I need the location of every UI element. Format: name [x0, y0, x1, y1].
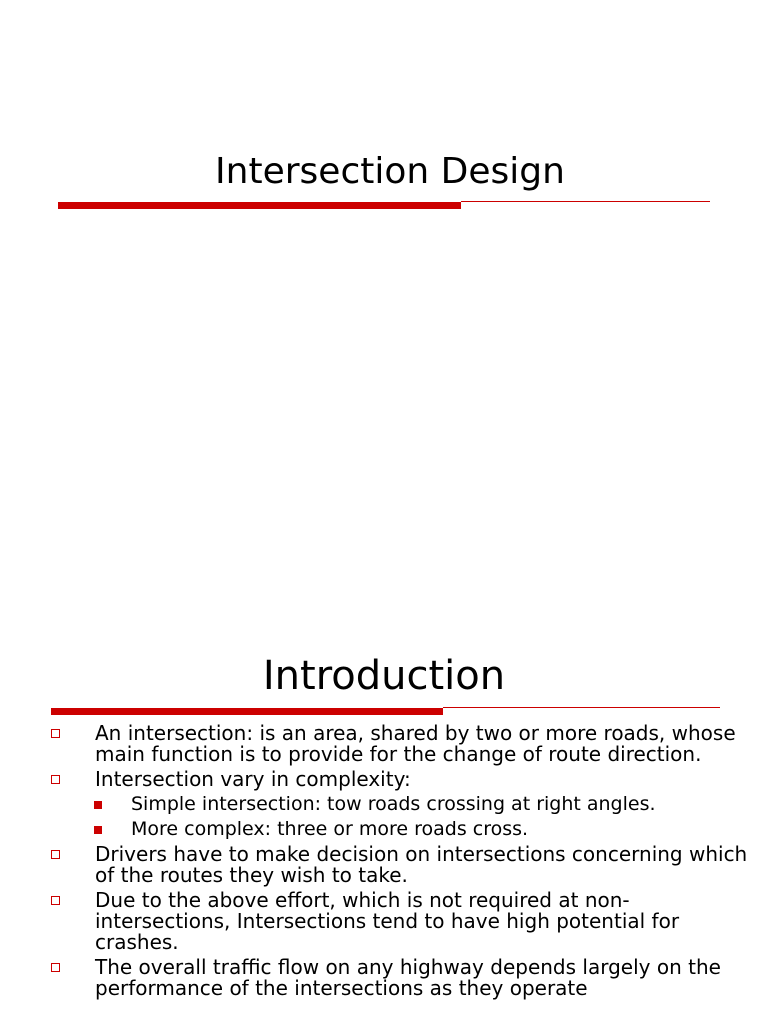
sub-bullet-text: Simple intersection: tow roads crossing at right angles. — [131, 793, 656, 815]
bullet-item — [0, 890, 768, 953]
hollow-square-bullet-icon — [51, 896, 60, 905]
hollow-square-bullet-icon — [51, 729, 60, 738]
hollow-square-bullet-icon — [51, 850, 60, 859]
hollow-square-bullet-icon — [51, 963, 60, 972]
bullet-item — [0, 769, 768, 790]
sub-bullet-item — [0, 794, 768, 815]
hollow-square-bullet-icon — [51, 775, 60, 784]
title-underline-thin — [461, 201, 710, 202]
bullet-text: Drivers have to make decision on intersections concerning which of the routes they wish to take. — [95, 842, 748, 887]
bullet-text: An intersection: is an area, shared by two or more roads, whose main function is to provide for the change of route direction. — [95, 721, 736, 766]
bullet-text: The overall traffic flow on any highway depends largely on the performance of the intersections as they operate — [95, 955, 721, 1000]
slide-title-introduction: Introduction — [262, 653, 506, 699]
bullet-item — [0, 723, 768, 765]
bullet-text: Due to the above effort, which is not required at non-intersections, Intersections tend to have high potential for crashes. — [95, 888, 680, 954]
filled-square-bullet-icon — [94, 826, 102, 834]
intro-underline-thick — [51, 708, 443, 715]
bullet-list — [0, 723, 768, 999]
intro-underline-thin — [443, 707, 720, 708]
bullet-item — [0, 844, 768, 886]
title-underline-thick — [58, 202, 461, 209]
sub-bullet-text: More complex: three or more roads cross. — [131, 818, 529, 840]
sub-bullet-item — [0, 819, 768, 840]
bullet-item — [0, 957, 768, 999]
filled-square-bullet-icon — [94, 801, 102, 809]
slide-title-intersection-design: Intersection Design — [215, 151, 565, 192]
bullet-text: Intersection vary in complexity: — [95, 767, 411, 791]
